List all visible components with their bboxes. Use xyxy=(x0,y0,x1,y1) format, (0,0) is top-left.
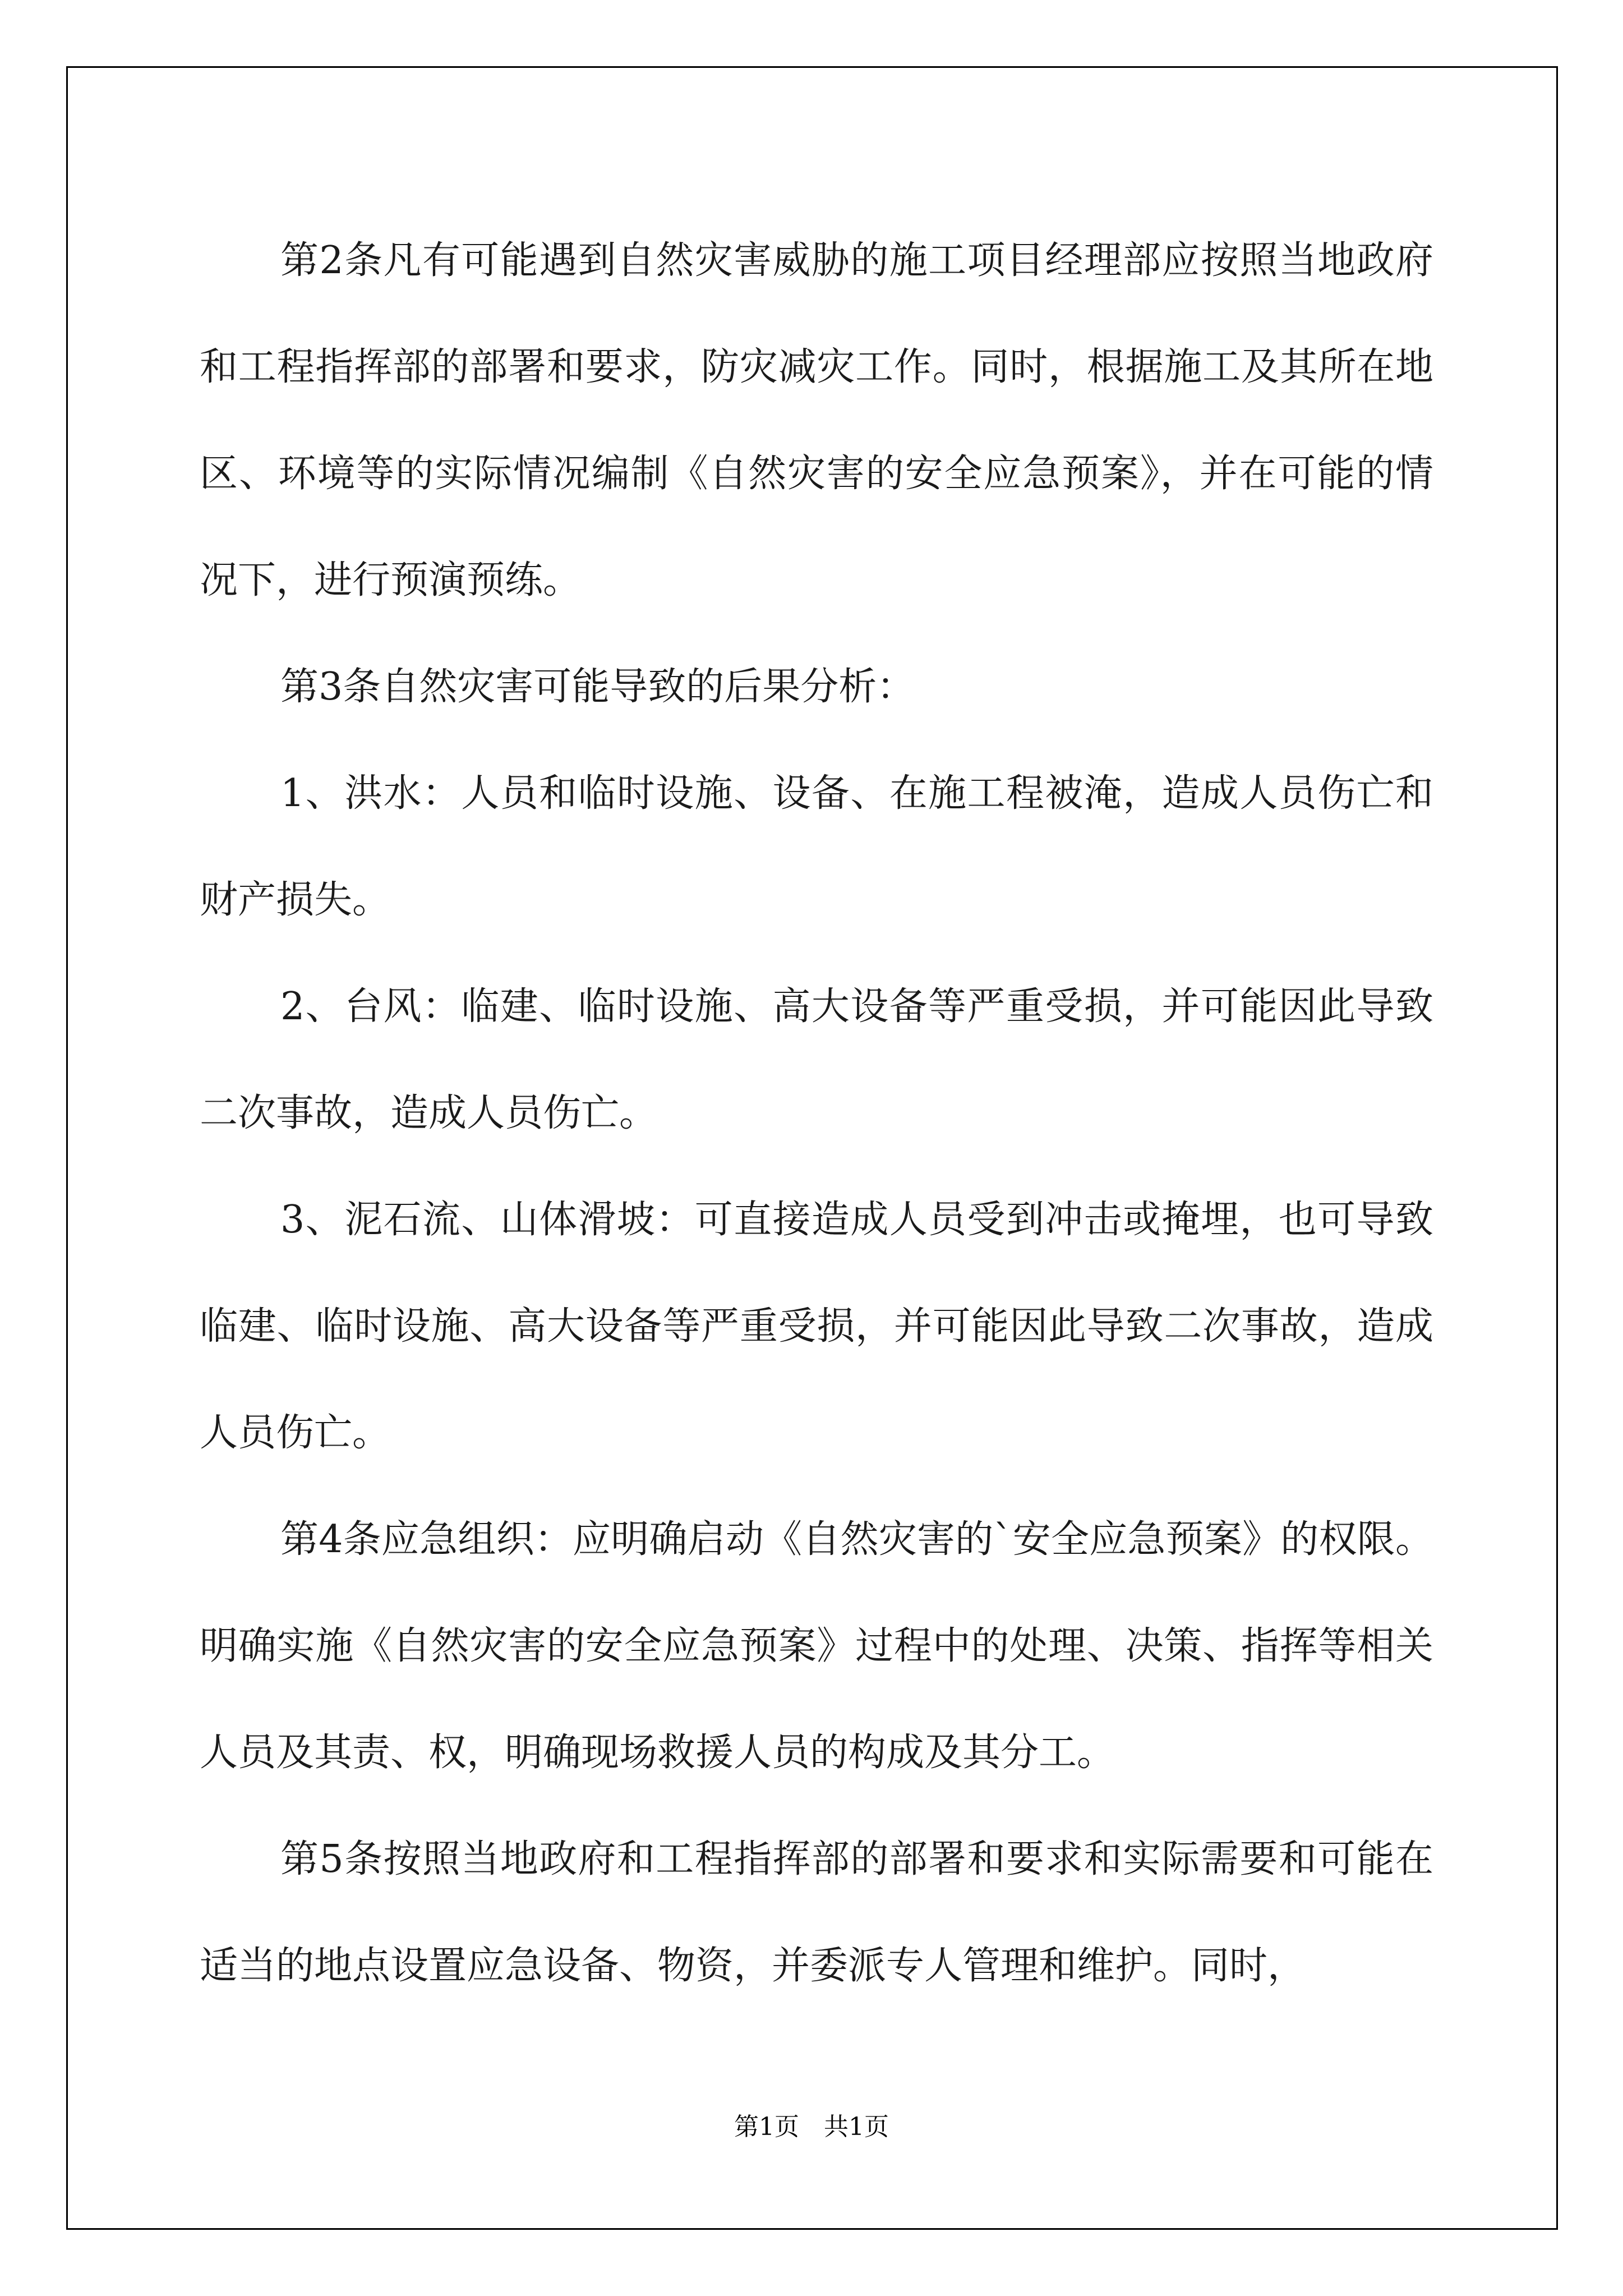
document-body xyxy=(200,208,1433,2019)
paragraph-article-5: 第5条按照当地政府和工程指挥部的部署和要求和实际需要和可能在适当的地点设置应急设备、物资，并委派专人管理和维护。同时， xyxy=(200,1837,1433,1988)
paragraph-typhoon: 2、台风：临建、临时设施、高大设备等严重受损，并可能因此导致二次事故，造成人员伤亡。 xyxy=(200,984,1433,1135)
paragraph-article-2: 第2条凡有可能遇到自然灾害威胁的施工项目经理部应按照当地政府和工程指挥部的部署和要求，防灾减灾工作。同时，根据施工及其所在地区、环境等的实际情况编制《自然灾害的安全应急预案》，并在可能的情况下，进行预演预练。 xyxy=(200,238,1433,602)
paragraph-flood: 1、洪水：人员和临时设施、设备、在施工程被淹，造成人员伤亡和财产损失。 xyxy=(200,771,1433,922)
paragraph-article-4: 第4条应急组织：应明确启动《自然灾害的`安全应急预案》的权限。明确实施《自然灾害的安全应急预案》过程中的处理、决策、指挥等相关人员及其责、权，明确现场救援人员的构成及其分工。 xyxy=(200,1517,1433,1775)
paragraph-article-3: 第3条自然灾害可能导致的后果分析： xyxy=(280,665,915,709)
paragraph-landslide: 3、泥石流、山体滑坡：可直接造成人员受到冲击或掩埋，也可导致临建、临时设施、高大设备等严重受损，并可能因此导致二次事故，造成人员伤亡。 xyxy=(200,1198,1433,1455)
page-footer: 第1页 共1页 xyxy=(734,2113,889,2141)
